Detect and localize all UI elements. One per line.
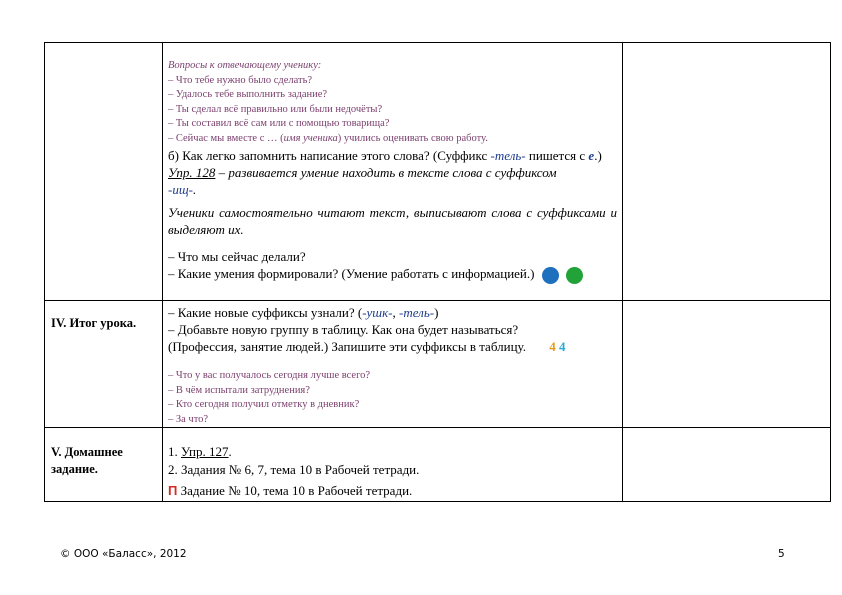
suffix-tel: -тель- bbox=[490, 148, 526, 163]
table-row bbox=[45, 43, 831, 301]
lesson-table bbox=[44, 42, 831, 502]
question-item: – Удалось тебе выполнить задание? bbox=[168, 89, 328, 100]
green-circle-icon bbox=[566, 267, 583, 284]
students-activity: Ученики самостоятельно читают текст, выписывают слова с суффиксами и выделяют их. bbox=[168, 205, 617, 237]
notes-cell bbox=[623, 428, 831, 502]
content-cell bbox=[163, 428, 623, 502]
exercise-127-link[interactable]: Упр. 127 bbox=[181, 444, 229, 459]
exercise-128-link[interactable]: Упр. 128 bbox=[168, 165, 216, 180]
table-row bbox=[45, 301, 831, 428]
reflection-block bbox=[168, 369, 617, 427]
stage-title: V. Домашнее задание. bbox=[51, 445, 123, 476]
reflection-item: – Кто сегодня получил отметку в дневник? bbox=[168, 399, 360, 410]
question-item: – Сейчас мы вместе с … (имя ученика) учились оценивать свою работу. bbox=[168, 132, 488, 144]
homework-item: 2. Задания № 6, 7, тема 10 в Рабочей тетради. bbox=[168, 462, 420, 477]
content-cell bbox=[163, 301, 623, 428]
page-number: 5 bbox=[778, 548, 785, 560]
content-cell bbox=[163, 43, 623, 301]
homework-item: П Задание № 10, тема 10 в Рабочей тетради. bbox=[168, 483, 413, 498]
profession-answer: (Профессия, занятие людей.) Запишите эти суффиксы в таблицу. 4 4 bbox=[168, 339, 566, 354]
questions-heading: Вопросы к отвечающему ученику: bbox=[168, 60, 322, 71]
blue-circle-icon bbox=[542, 267, 559, 284]
new-suffixes-question: – Какие новые суффиксы узнали? (-ушк-, -тель-) bbox=[168, 305, 439, 320]
question-item: – Что тебе нужно было сделать? bbox=[168, 74, 313, 86]
score-cyan: 4 bbox=[558, 339, 566, 354]
notes-cell bbox=[623, 43, 831, 301]
letter-e: е bbox=[588, 148, 595, 163]
suffix-ishch: -ищ- bbox=[168, 182, 193, 197]
question-item: – Ты составил всё сам или с помощью товарища? bbox=[168, 118, 390, 129]
reflection-item: – За что? bbox=[168, 413, 209, 425]
homework-item: 1. Упр. 127. bbox=[168, 444, 232, 459]
stage-cell bbox=[45, 428, 163, 502]
notes-cell bbox=[623, 301, 831, 428]
questions-block bbox=[168, 59, 617, 146]
stage-cell bbox=[45, 301, 163, 428]
question-done: – Что мы сейчас делали? bbox=[168, 249, 306, 264]
question-skills: – Какие умения формировали? (Умение работать с информацией.) bbox=[168, 265, 617, 284]
p-marker-icon: П bbox=[168, 483, 178, 498]
reflection-item: – В чём испытали затруднения? bbox=[168, 384, 310, 396]
score-orange: 4 bbox=[549, 339, 556, 354]
table-row bbox=[45, 428, 831, 502]
add-group-question: – Добавьте новую группу в таблицу. Как она будет называться? bbox=[168, 322, 519, 337]
reflection-item: – Что у вас получалось сегодня лучше всего? bbox=[168, 370, 371, 381]
question-item: – Ты сделал всё правильно или были недочёты? bbox=[168, 103, 383, 115]
suffix-question: б) Как легко запомнить написание этого слова? (Суффикс -тель- пишется с е.) bbox=[168, 148, 602, 163]
stage-cell-empty bbox=[45, 43, 163, 301]
exercise-128: Упр. 128 – развивается умение находить в тексте слова с суффиксом -ищ-. bbox=[168, 165, 557, 197]
stage-title: IV. Итог урока. bbox=[51, 316, 137, 330]
copyright: © ООО «Баласс», 2012 bbox=[60, 548, 187, 560]
